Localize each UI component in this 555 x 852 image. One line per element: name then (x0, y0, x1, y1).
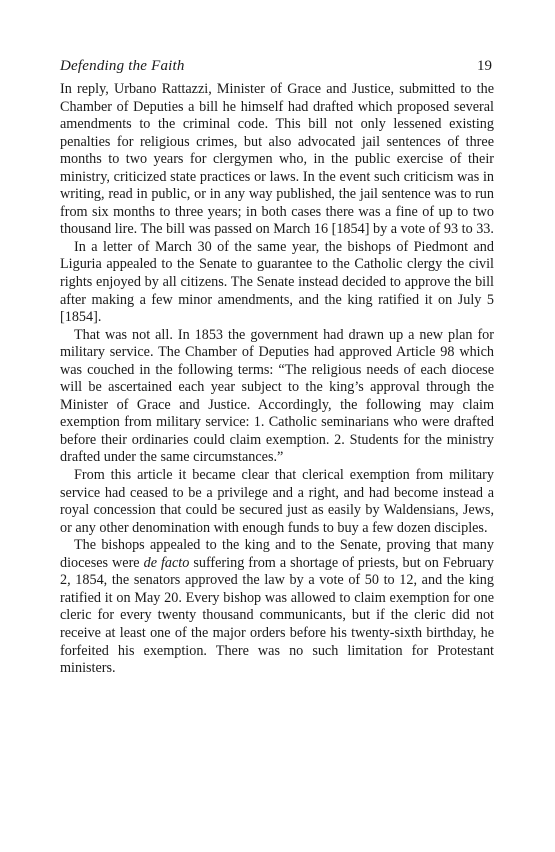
paragraph-5-text-before: The bishops appealed to the king and to the Senate, proving that many dioceses were (60, 537, 494, 571)
paragraph-5-italic-phrase: de facto (143, 554, 190, 571)
paragraph-5 (60, 537, 494, 677)
paragraph-5-text-after: suffering from a shortage of priests, but on February 2, 1854, the senators approved the law by a vote of 50 to 12, and the king ratified it on May 20. Every bishop was allowed to claim exemption for one cleric for every twenty thousand communicants, but if the cleric did not receive at least one of the major orders before his twenty-sixth birthday, he forfeited his exemption. There was no such limitation for Protestant ministers. (60, 554, 494, 677)
book-page (60, 58, 494, 678)
paragraph-2: In a letter of March 30 of the same year, the bishops of Piedmont and Liguria appealed to the Senate to guarantee to the Catholic clergy the civil rights enjoyed by all citizens. The Senate instead decided to approve the bill after making a few minor amendments, and the king ratified it on July 5 [1854]. (60, 238, 494, 326)
running-header (60, 58, 494, 75)
page-number: 19 (477, 58, 492, 74)
paragraph-1: In reply, Urbano Rattazzi, Minister of Grace and Justice, submitted to the Chamber of Deputies a bill he himself had drafted which proposed several amendments to the criminal code. This bill not only lessened existing penalties for religious crimes, but also advocated jail sentences of three months to two years for clergymen who, in the public exercise of their ministry, criticized state practices or laws. In the event such criticism was in writing, read in public, or in any way published, the jail sentence was to run from six months to three years; in both cases there was a fine of up to two thousand lire. The bill was passed on March 16 [1854] by a vote of 93 to 33. (60, 81, 494, 238)
body-text (60, 81, 494, 678)
paragraph-3: That was not all. In 1853 the government had drawn up a new plan for military service. The Chamber of Deputies had approved Article 98 which was couched in the following terms: “The religious needs of each diocese will be ascertained each year subject to the king’s approval through the Minister of Grace and Justice. Accordingly, the following may claim exemption from military service: 1. Catholic seminarians who were drafted before their ordinaries could claim exemption. 2. Students for the ministry drafted under the same circumstances.” (60, 326, 494, 466)
running-title: Defending the Faith (60, 58, 185, 74)
paragraph-4: From this article it became clear that clerical exemption from military service had ceased to be a privilege and a right, and had become instead a royal concession that could be secured just as easily by Waldensians, Jews, or any other denomination with enough funds to buy a few dozen disciples. (60, 467, 494, 536)
